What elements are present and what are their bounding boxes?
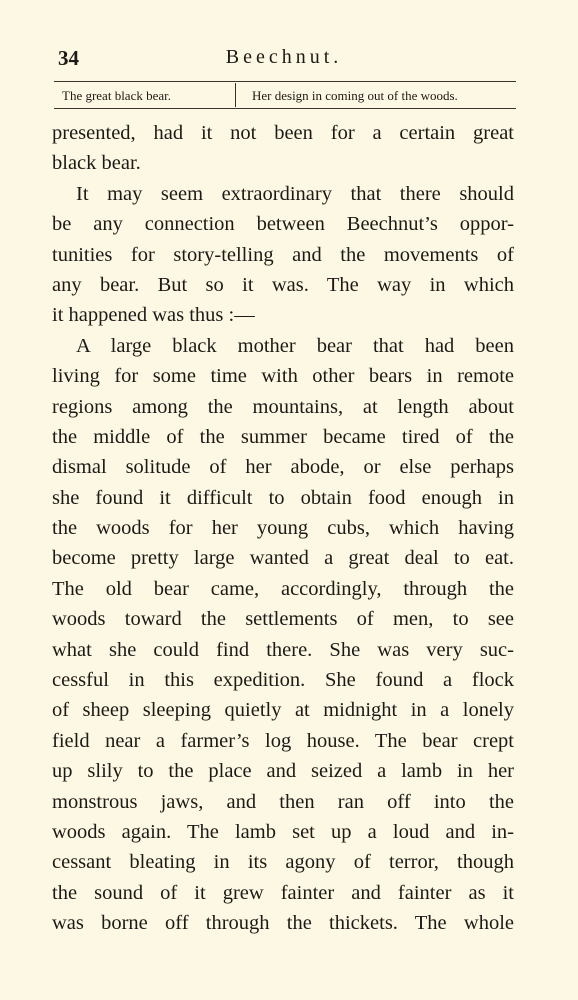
text-line: regions among the mountains, at length about (52, 395, 514, 418)
header-rule-bottom (54, 108, 516, 109)
text-line: cessant bleating in its agony of terror, though (52, 851, 514, 874)
text-line: woods toward the settlements of men, to see (52, 608, 514, 631)
text-line: it happened was thus :— (52, 304, 255, 327)
header-rule-top (54, 81, 516, 82)
running-head (52, 46, 516, 76)
book-title: Beechnut. (225, 46, 343, 68)
subhead-right: Her design in coming out of the woods. (252, 88, 458, 103)
text-line: of sheep sleeping quietly at midnight in a lonely (52, 699, 514, 722)
text-line: was borne off through the thickets. The whole (52, 912, 514, 935)
body-text (52, 118, 514, 939)
text-line: what she could find there. She was very suc- (52, 638, 514, 661)
text-line: living for some time with other bears in remote (52, 365, 514, 388)
text-line: cessful in this expedition. She found a flock (52, 669, 514, 692)
text-line: woods again. The lamb set up a loud and in- (52, 820, 514, 843)
subhead-left: The great black bear. (62, 88, 171, 103)
text-line: monstrous jaws, and then ran off into the (52, 790, 514, 813)
text-line: The old bear came, accordingly, through the (52, 577, 514, 600)
text-line: A large black mother bear that had been (76, 334, 514, 357)
header-rule-divider (235, 83, 236, 107)
text-line: presented, had it not been for a certain great (52, 122, 514, 144)
text-line: be any connection between Beechnut’s oppor- (52, 213, 514, 236)
page-number: 34 (58, 46, 79, 70)
text-line: become pretty large wanted a great deal to eat. (52, 547, 514, 570)
text-line: any bear. But so it was. The way in which (52, 273, 514, 296)
text-line: the woods for her young cubs, which having (52, 517, 514, 540)
text-line: the sound of it grew fainter and fainter as it (52, 881, 514, 904)
text-line: It may seem extraordinary that there should (76, 182, 514, 205)
text-line: dismal solitude of her abode, or else perhaps (52, 456, 514, 479)
text-line: tunities for story-telling and the movements of (52, 243, 514, 266)
text-line: up slily to the place and seized a lamb in her (52, 760, 514, 783)
text-line: the middle of the summer became tired of the (52, 425, 514, 448)
text-line: she found it difficult to obtain food enough in (52, 486, 514, 509)
text-line: black bear. (52, 152, 141, 175)
text-line: field near a farmer’s log house. The bear crept (52, 729, 514, 752)
